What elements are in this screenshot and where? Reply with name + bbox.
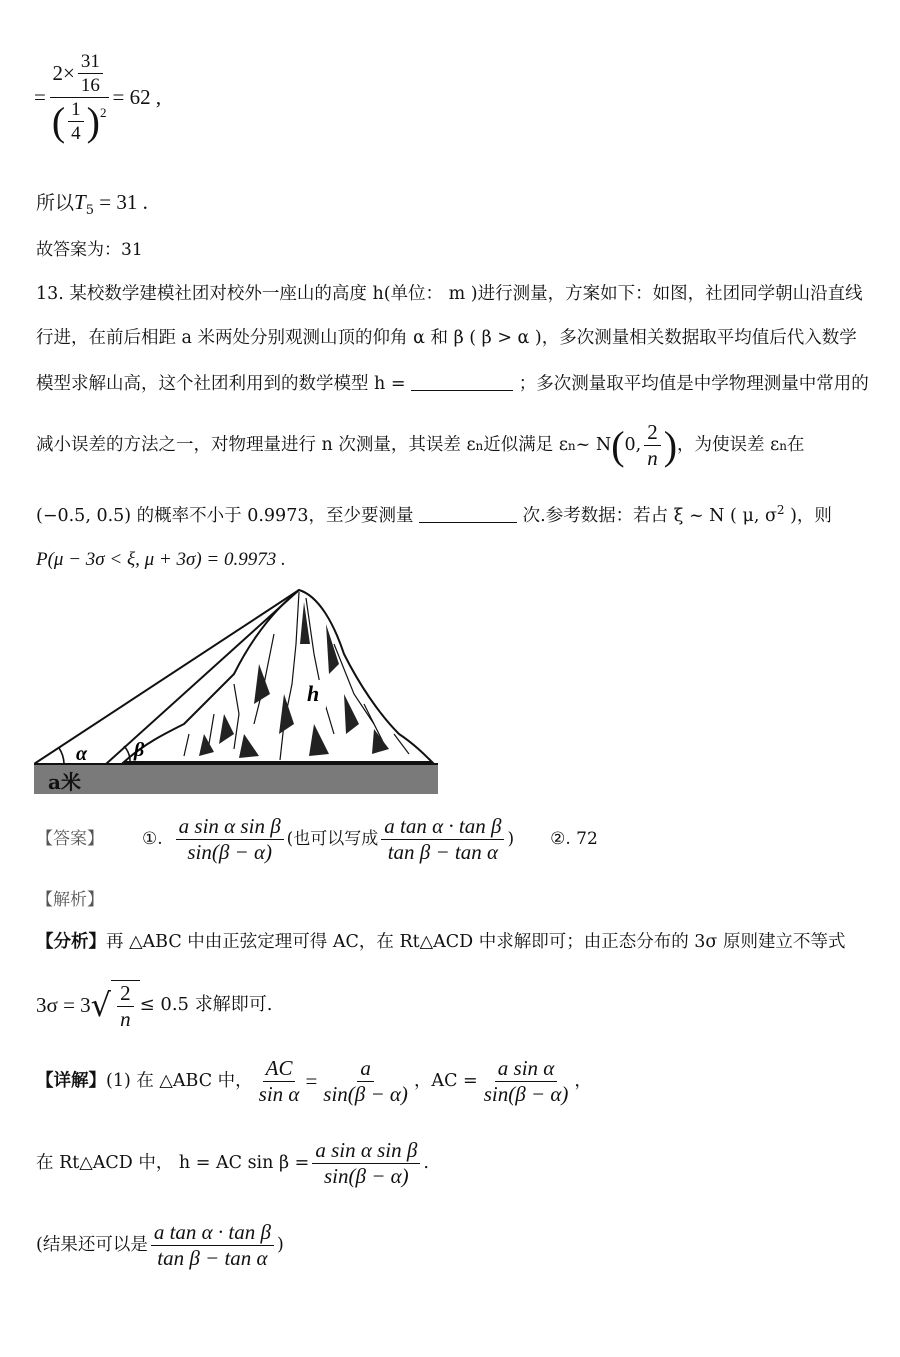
q13-l4-sub2: n xyxy=(567,438,576,453)
calc-num-prefix: 2× xyxy=(52,61,75,85)
detail-l3-end: ) xyxy=(276,1234,284,1255)
q13-l4-a: 减小误差的方法之一，对物理量进行 n 次测量，其误差 ε xyxy=(36,434,476,455)
detail-tag: 【详解】 xyxy=(36,1070,106,1091)
fenxi-l2-a: 3σ = 3 xyxy=(36,992,91,1017)
q13-line-6: P(μ − 3σ < ξ, μ + 3σ) = 0.9973 . xyxy=(36,549,286,570)
q13-l3-a: 模型求解山高，这个社团利用到的数学模型 h = xyxy=(36,374,406,394)
calc-result: = 62 , xyxy=(112,85,162,109)
q13-l5-sup: 2 xyxy=(776,503,785,517)
calc-block xyxy=(34,52,161,143)
q13-l4-frac xyxy=(644,422,661,469)
t5-rest: = 31 . xyxy=(93,190,148,214)
mountain-figure xyxy=(34,584,438,796)
detail-frac-4: $\frac{\text{a sin α sin β}}{\sin(\beta - \alpha)}$ xyxy=(312,1140,420,1187)
q13-l5-a: (−0.5, 0.5) 的概率不小于 0.9973，至少要测量 xyxy=(36,505,414,526)
q13-l3-b: ；多次测量取平均值是中学物理测量中常用的 xyxy=(518,374,869,394)
calc-num-frac-d: 16 xyxy=(80,75,100,96)
answer-frac-1 xyxy=(176,816,284,863)
q13-line-4: 减小误差的方法之一，对物理量进行 n 次测量，其误差 ε n 近似满足 ε n ~ N ( 0, $\frac{2}{n}$ ) ，为使误差 ε n 在 xyxy=(36,420,805,470)
detail-line-1 xyxy=(36,1058,592,1105)
answer-mid: (也可以写成 xyxy=(286,829,379,849)
answer-blank-2[interactable] xyxy=(419,522,517,523)
fenxi-sq-d: n xyxy=(120,1007,131,1031)
q13-l4-e: 在 xyxy=(786,434,805,455)
q13-l4-frac-n: 2 xyxy=(644,422,661,446)
q13-l4-d: ，为使误差 ε xyxy=(677,434,780,455)
figure-h-label: h xyxy=(307,681,320,706)
q13-l5-b: 次.参考数据：若占 ξ ~ N ( μ, σ xyxy=(522,505,777,526)
t5-sub: 5 xyxy=(85,202,94,218)
t5-prefix: 所以 xyxy=(36,192,75,214)
q13-l4-c: ~ N xyxy=(575,434,612,455)
q13-line-1: 13. 某校数学建模社团对校外一座山的高度 h(单位： m )进行测量，方案如下：如图，社团同学朝山沿直线 xyxy=(36,284,863,304)
figure-beta-label: β xyxy=(134,739,145,761)
detail-l2-a: 在 Rt△ACD 中， h = AC sin β = xyxy=(36,1152,310,1173)
calc-den-frac-n: 1 xyxy=(68,100,84,122)
q13-l4-frac-d: n xyxy=(647,446,658,470)
q13-line-2: 行进，在前后相距 a 米两处分别观测山顶的仰角 α 和 β ( β > α )，多次测量相关数据取平均值后代入数学 xyxy=(36,328,857,348)
q13-l4-b: 近似满足 ε xyxy=(483,434,568,455)
calc-fraction: 2× $\frac{31}{16}$ ( $\frac{1}{4}$ ) $^2$ xyxy=(49,52,110,143)
answer-choice-2: ②. 72 xyxy=(550,829,598,849)
detail-l2-end: . xyxy=(423,1152,429,1173)
answer-blank-1[interactable] xyxy=(411,390,513,391)
fenxi-l2-b: ≤ 0.5 求解即可. xyxy=(139,994,273,1015)
detail-frac-3: $\frac{\text{a sin α}}{\sin(\beta - \alpha)}$ xyxy=(483,1056,569,1106)
answer-tag: 【答案】 xyxy=(36,829,104,849)
answer-close: ) xyxy=(507,829,515,849)
detail-line-3 xyxy=(36,1222,284,1269)
figure-a-label: a米 xyxy=(48,770,81,794)
detail-line-2 xyxy=(36,1140,429,1187)
t5-line xyxy=(36,192,148,217)
fenxi-line-2: 3σ = 3 √ $\frac{2}{n}$ ≤ 0.5 求解即可. xyxy=(36,981,273,1031)
mountain-shape xyxy=(124,590,432,762)
answer-f2-d: tan β − tan α xyxy=(387,840,499,864)
q13-l4-sub1: n xyxy=(475,438,484,453)
fenxi-tag: 【分析】 xyxy=(36,932,106,952)
q13-l4-sub3: n xyxy=(779,438,787,453)
fenxi-sqrt-frac xyxy=(117,983,134,1030)
calc-den-frac-d: 4 xyxy=(71,123,81,144)
prev-answer: 故答案为：31 xyxy=(36,240,143,260)
q13-line-5 xyxy=(36,504,832,525)
answer-frac-2 xyxy=(381,816,504,863)
fenxi-sq-n: 2 xyxy=(117,983,134,1007)
detail-l3-a: (结果还可以是 xyxy=(36,1234,148,1255)
fenxi-line-1 xyxy=(36,934,845,952)
calc-num-frac-n: 31 xyxy=(78,52,103,74)
q13-line-3 xyxy=(36,376,869,394)
answer-f1-n: a sin α sin β xyxy=(176,816,284,840)
fenxi-text: 再 △ABC 中由正弦定理可得 AC，在 Rt△ACD 中求解即可；由正态分布的 3σ 原则建立不等式 xyxy=(106,932,846,952)
answer-line xyxy=(36,816,598,863)
calc-den-exp: 2 xyxy=(100,105,107,120)
figure-alpha-label: α xyxy=(76,743,88,765)
answer-f1-d: sin(β − α) xyxy=(187,840,272,864)
answer-choice-1: ①. xyxy=(142,829,163,849)
detail-frac-5: $\frac{\text{a tan α · tan β}}{\text{tan β − tan α}}$ xyxy=(151,1222,274,1269)
detail-end: ， xyxy=(574,1070,592,1091)
detail-frac-1: $\frac{AC}{\text{sin α}}$ xyxy=(258,1056,300,1106)
q13-l4-zero: 0, xyxy=(624,434,642,455)
t5-var: T xyxy=(74,190,86,214)
analysis-tag: 【解析】 xyxy=(36,890,104,910)
q13-l5-c: )，则 xyxy=(784,505,832,526)
detail-sep: ，AC = xyxy=(413,1070,478,1091)
detail-l1-a: (1) 在 △ABC 中， xyxy=(106,1070,253,1091)
detail-eq: = xyxy=(305,1069,318,1093)
calc-eq: = xyxy=(34,85,46,109)
detail-frac-2: $\frac{a}{\sin(\beta - \alpha)}$ xyxy=(323,1056,408,1106)
answer-f2-n: a tan α · tan β xyxy=(381,816,504,840)
